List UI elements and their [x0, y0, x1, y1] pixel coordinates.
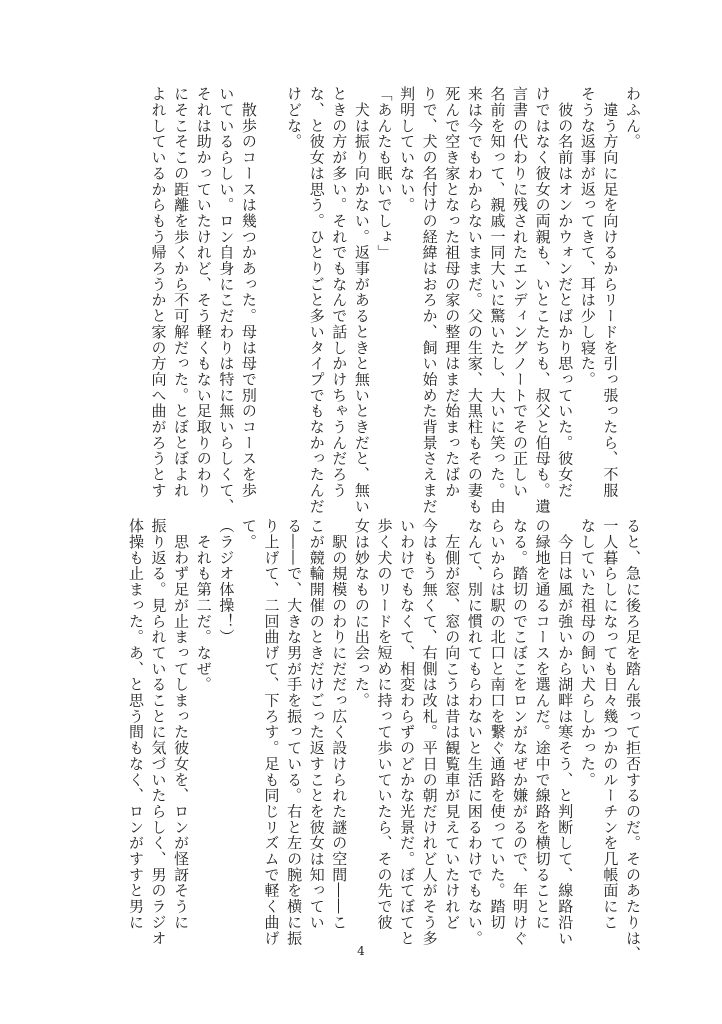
text-line: なる。踏切のでこぼこをロンがなぜか嫌がるので、年明けぐ — [511, 518, 530, 946]
text-line: て。 — [239, 518, 258, 550]
text-line: （ラジオ体操！） — [217, 518, 236, 645]
page-number: 4 — [357, 944, 365, 958]
text-line: の緑地を通るコースを選んだ。途中で線路を横切ることに — [533, 518, 552, 931]
text-line: 女は妙なものに出会った。 — [352, 518, 371, 709]
text-line: 名前を知って、親戚一同大いに驚いたし、大いに笑った。由 — [488, 86, 507, 514]
text-line: なしていた祖母の飼い犬らしかった。 — [578, 518, 597, 788]
text-line: 「あんたも眠いでしょ」 — [375, 86, 394, 261]
text-line: 散歩のコースは幾つかあった。母は母で別のコースを歩 — [239, 86, 258, 499]
text-line: 駅の規模のわりにだだっ広く設けられた謎の空間――こ — [330, 518, 349, 931]
text-line: けではなく彼女の両親も、いとこたちも、叔父と伯母も。遺 — [533, 86, 552, 514]
text-line: 今はもう無くて、右側は改札。平日の朝だけれど人がそう多 — [420, 518, 439, 946]
text-line: 今日は風が強いから湖畔は寒そう、と判断して、線路沿い — [556, 518, 575, 946]
text-line: 来は今でもわからないままだ。父の生家、大黒柱もその妻も — [465, 86, 484, 514]
text-line: らいからは駅の北口と南口を繋ぐ通路を使っていた。踏切 — [488, 518, 507, 931]
text-block-bottom — [124, 518, 644, 962]
text-line: けどな。 — [285, 86, 304, 150]
text-line: 違う方向に足を向けるからリードを引っ張ったら、不服 — [601, 86, 620, 499]
text-line: りで、犬の名付けの経緯はおろか、飼い始めた背景さえまだ — [420, 86, 439, 514]
text-line: る――で、大きな男が手を振っている。右と左の腕を横に振 — [285, 518, 304, 946]
text-line: 振り返る。見られていることに気づいたらしく、男のラジオ — [149, 518, 168, 946]
text-line: なんて、別に慣れてもらわないと生活に困るわけでもない。 — [465, 518, 484, 946]
text-line: よれしているからもう帰ろうかと家の方向へ曲がろうとす — [149, 86, 168, 499]
text-line: 歩く犬のリードを短めに持って歩いていたら、その先で彼 — [375, 518, 394, 931]
text-line: いわけでもなくて、相変わらずのどかな光景だ。ぼてぼてと — [398, 518, 417, 946]
text-line: 彼の名前はオンかウォンだとばかり思っていた。彼女だ — [556, 86, 575, 499]
text-line: 死んで空き家となった祖母の家の整理はまだ始まったばか — [443, 86, 462, 499]
text-line: 思わず足が止まってしまった彼女を、ロンが怪訝そうに — [172, 518, 191, 931]
text-line: それは助かっていたけれど、そう軽くもない足取りのわり — [194, 86, 213, 499]
text-line: 判明していない。 — [398, 86, 417, 213]
text-block-top — [147, 86, 644, 514]
text-line: わふん。 — [624, 86, 642, 150]
text-line — [260, 86, 283, 506]
text-line: 犬は振り向かない。返事があるときと無いときだと、無い — [352, 86, 371, 514]
text-line: ると、急に後ろ足を踏ん張って拒否するのだ。そのあたりは、 — [624, 518, 642, 962]
text-line: 左側が窓、窓の向こうは昔は観覧車が見えていたけれど — [443, 518, 462, 931]
text-line: そうな返事が返ってきて、耳は少し寝た。 — [578, 86, 597, 388]
text-line: ときの方が多い。それでもなんで話しかけちゃうんだろう — [330, 86, 349, 499]
text-line: いているらしい。ロン自身にこだわりは特に無いらしくて、 — [217, 86, 236, 514]
text-line: 言書の代わりに残されたエンディングノートでその正しい — [511, 86, 530, 499]
text-line: にそこそこの距離を歩くから不可解だった。とぼとぼよれ — [172, 86, 191, 499]
text-line: 一人暮らしになっても日々幾つかのルーチンを几帳面にこ — [601, 518, 620, 931]
text-line: こが競輪開催のときだけごった返すことを彼女は知ってい — [307, 518, 326, 931]
text-line: 体操も止まった。あ、と思う間もなく、ロンがすすと男に — [126, 518, 145, 931]
text-line: り上げて、二回曲げて、下ろす。足も同じリズムで軽く曲げ — [262, 518, 281, 946]
text-line: な、と彼女は思う。ひとりごと多いタイプでもなかったんだ — [307, 86, 326, 514]
text-line: それも第二だ。なぜ。 — [194, 518, 213, 693]
